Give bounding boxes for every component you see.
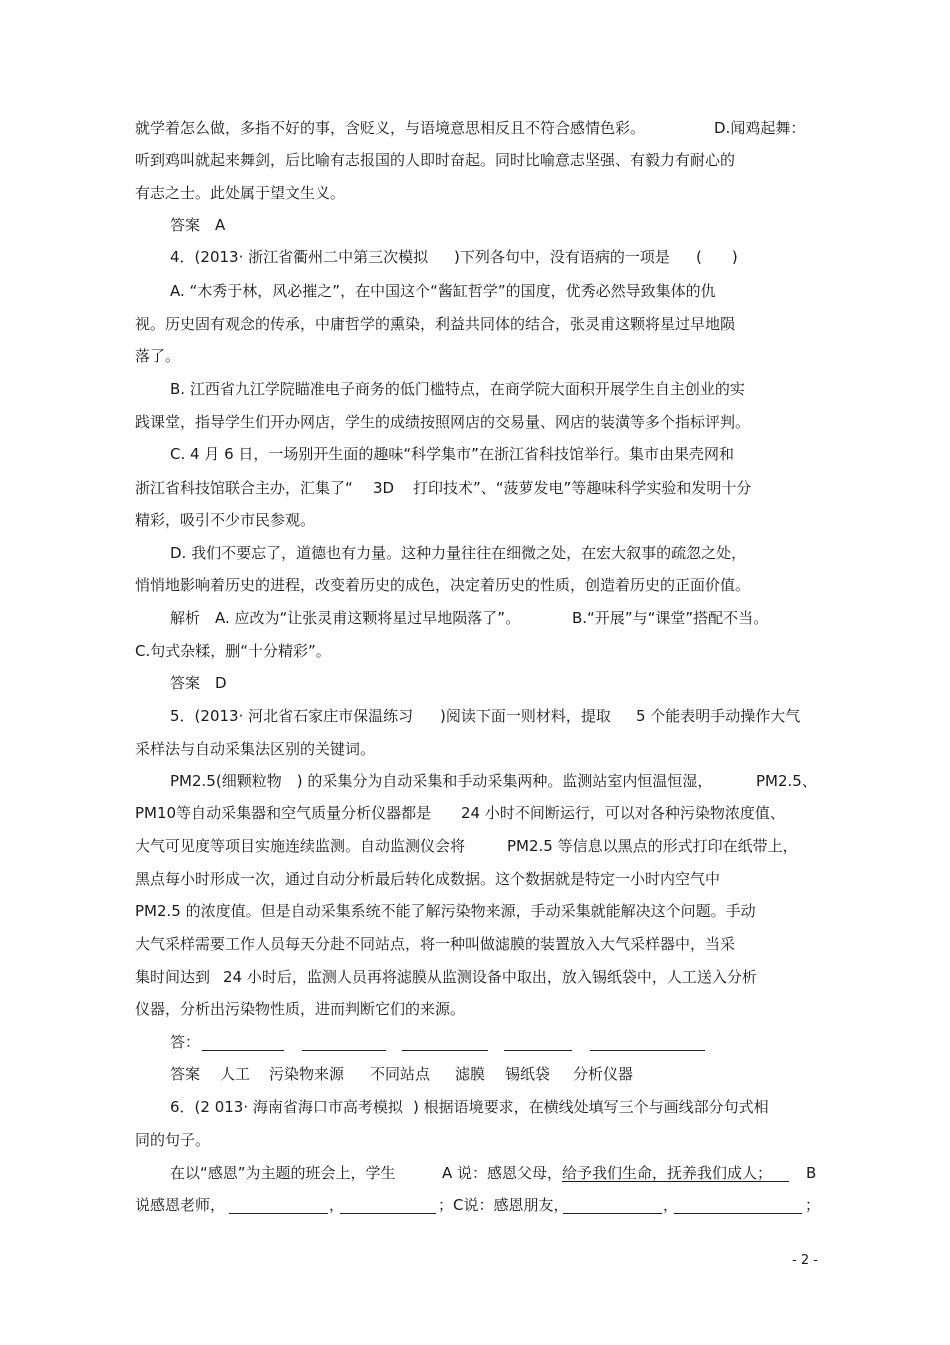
text-line: 有志之士。此处属于望文生义。 [135,184,346,202]
option-b: B. 江西省九江学院瞄准电子商务的低门槛特点，在商学院大面积开展学生自主创业的实 [170,380,745,398]
sentence-line: 说感恩老师， [135,1196,226,1214]
passage-line: PM2.5、 [756,772,817,790]
sentence-line: ；C说：感恩朋友， [438,1196,569,1214]
answer-blanks-line: 答： [170,1033,201,1051]
sentence-punct: ， [329,1196,345,1214]
underlined-sentence: 给予我们生命，抚养我们成人； [562,1164,773,1182]
option-a: 视。历史固有观念的传承，中庸哲学的熏染，利益共同体的结合，张灵甫这颗将星过早地陨 [135,315,736,333]
passage-line: 集时间达到 [135,968,211,986]
sentence-punct: ； [805,1196,821,1214]
passage-line: 大气采样需要工作人员每天分赴不同站点，将一种叫做滤膜的装置放入大气采样器中，当采 [135,935,736,953]
answer-blank-5[interactable] [590,1034,705,1051]
sentence-line: 在以“感恩”为主题的班会上，学生 [170,1164,396,1182]
underline-tail [756,1165,789,1182]
answer-blank-4[interactable] [504,1034,572,1051]
answer-keyword: 人工 [220,1065,251,1083]
option-c: 3D [373,479,395,497]
option-c: 精彩，吸引不少市民参观。 [135,511,316,529]
question-5: )阅读下面一则材料，提取 [440,707,611,725]
answer-keyword: 分析仪器 [573,1065,634,1083]
passage-line: PM2.5 等信息以黑点的形式打印在纸带上， [507,837,798,855]
fill-blank-2[interactable] [340,1197,436,1214]
answer-blank-1[interactable] [202,1034,284,1051]
option-c: C. 4 月 6 日，一场别开生面的趣味“科学集市”在浙江省科技馆举行。集市由果壳网和 [170,445,734,463]
question-4: )下列各句中，没有语病的一项是 [454,248,670,266]
option-b: 践课堂，指导学生们开办网店，学生的成绩按照网店的交易量、网店的装潢等多个指标评判。 [135,413,751,431]
answer-bracket: ( ) [696,248,738,266]
fill-blank-4[interactable] [674,1197,802,1214]
answer-keyword: 锡纸袋 [505,1065,551,1083]
sentence-line: A 说：感恩父母， [442,1164,563,1182]
answer-line: 答案 A [170,216,226,234]
passage-line: PM2.5 的浓度值。但是自动采集系统不能了解污染物来源，手动采集就能解决这个问题。手动 [135,902,756,920]
analysis-line: C.句式杂糅，删“十分精彩”。 [135,642,331,660]
fill-blank-1[interactable] [229,1197,328,1214]
fill-blank-3[interactable] [563,1197,662,1214]
option-c: 浙江省科技馆联合主办，汇集了“ [135,479,353,497]
sentence-line: B [806,1164,817,1182]
answer-keyword: 污染物来源 [269,1065,345,1083]
passage-line: PM10等自动采集器和空气质量分析仪器都是 [135,804,432,822]
answer-line: 答案 [170,1065,201,1083]
text-line: D.闻鸡起舞： [714,119,806,137]
passage-line: PM2.5(细颗粒物 ) 的采集分为自动采集和手动采集两种。监测站室内恒温恒湿， [170,772,713,790]
question-5: 采样法与自动采集法区别的关键词。 [135,740,376,758]
passage-line: 大气可见度等项目实施连续监测。自动监测仪会将 [135,837,466,855]
question-6: ) 根据语境要求，在横线处填写三个与画线部分句式相 [413,1098,769,1116]
answer-blank-2[interactable] [302,1034,386,1051]
answer-keyword: 不同站点 [370,1065,431,1083]
answer-keyword: 滤膜 [455,1065,486,1083]
option-a: 落了。 [135,347,181,365]
question-6: 同的句子。 [135,1131,211,1149]
option-d: 悄悄地影响着历史的进程，改变着历史的成色，决定着历史的性质，创造着历史的正面价值。 [135,576,751,594]
sentence-punct: ， [663,1196,679,1214]
question-6: 6．(2 013· 海南省海口市高考模拟 [170,1098,403,1116]
analysis-line: B.“开展”与“课堂”搭配不当。 [572,609,769,627]
passage-line: 24 小时不间断运行，可以对各种污染物浓度值、 [461,804,785,822]
answer-line: 答案 D [170,674,227,692]
passage-line: 仪器，分析出污染物性质，进而判断它们的来源。 [135,1000,466,1018]
analysis-line: 解析 A. 应改为“让张灵甫这颗将星过早地陨落了”。 [170,609,521,627]
text-line: 听到鸡叫就起来舞剑，后比喻有志报国的人即时奋起。同时比喻意志坚强、有毅力有耐心的 [135,151,736,169]
answer-blank-3[interactable] [402,1034,488,1051]
page-number: - 2 - [792,1253,818,1268]
text-line: 就学着怎么做，多指不好的事，含贬义，与语境意思相反且不符合感情色彩。 [135,119,646,137]
passage-line: 24 小时后，监测人员再将滤膜从监测设备中取出，放入锡纸袋中，人工送入分析 [223,968,757,986]
question-5: 5 个能表明手动操作大气 [636,707,801,725]
question-4: 4．(2013· 浙江省衢州二中第三次模拟 [170,248,429,266]
option-d: D. 我们不要忘了，道德也有力量。这种力量往往在细微之处，在宏大叙事的疏忽之处， [170,544,747,562]
passage-line: 黑点每小时形成一次，通过自动分析最后转化成数据。这个数据就是特定一小时内空气中 [135,870,721,888]
question-5: 5．(2013· 河北省石家庄市保温练习 [170,707,414,725]
option-c: 打印技术”、“菠萝发电”等趣味科学实验和发明十分 [413,479,752,497]
option-a: A. “木秀于林，风必摧之”，在中国这个“酱缸哲学”的国度，优秀必然导致集体的仇 [170,282,716,300]
